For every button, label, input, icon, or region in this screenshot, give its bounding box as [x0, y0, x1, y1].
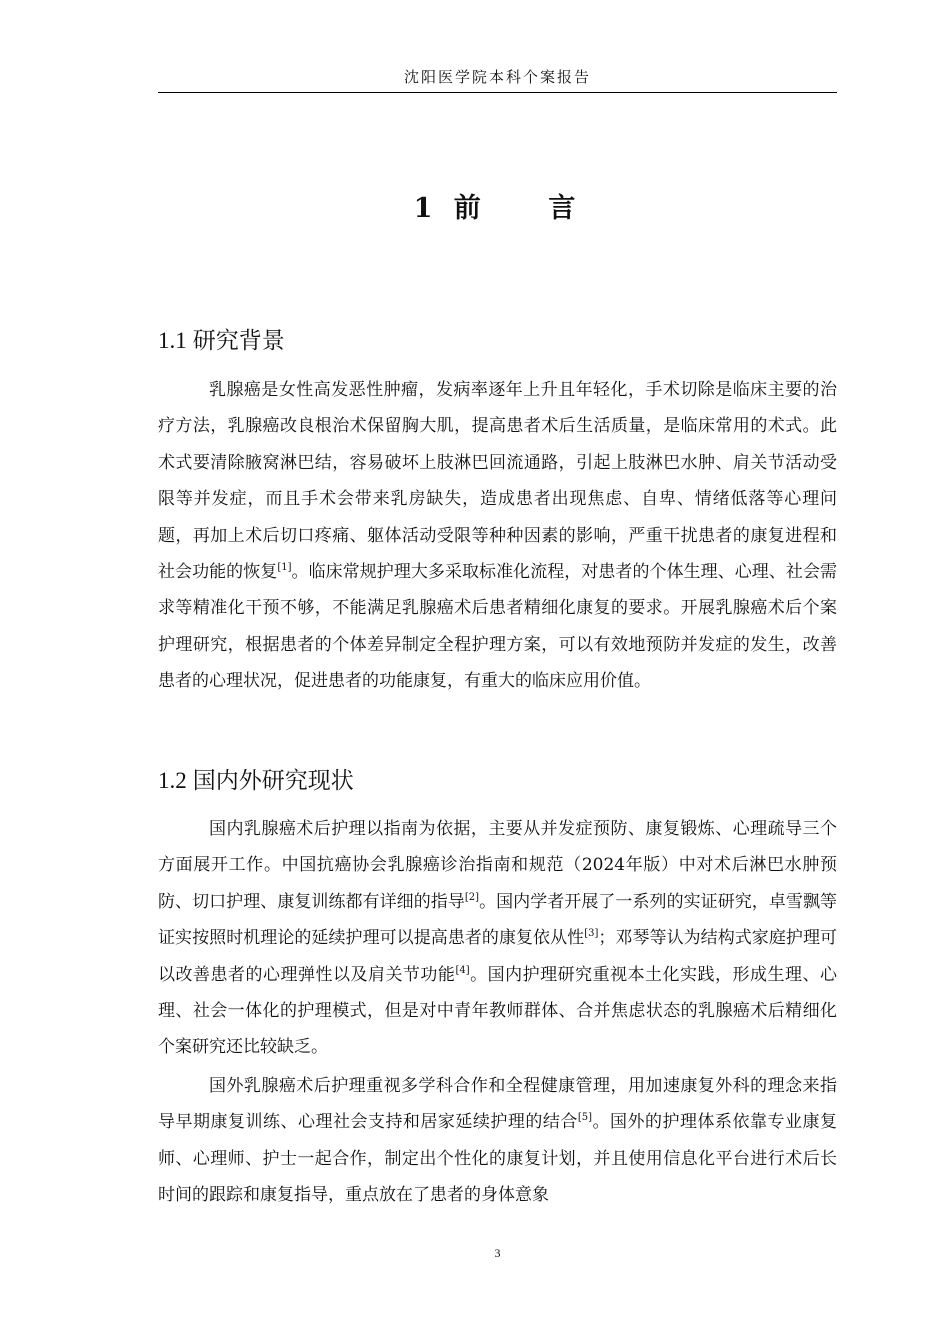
paragraph-foreign-research [158, 1068, 837, 1214]
paragraph-text: 。国外的护理体系依靠专业康复师、心理师、护士一起合作，制定出个性化的康复计划，并且使用信息化平台进行术后长时间的跟踪和康复指导，重点放在了患者的身体意象 [158, 1112, 837, 1206]
citation-ref: [4] [455, 964, 470, 976]
section-number: 1.2 [158, 768, 187, 793]
paragraph-domestic-research [158, 811, 837, 1066]
paragraph-text: 。临床常规护理大多采取标准化流程，对患者的个体生理、心理、社会需求等精准化干预不够，不能满足乳腺癌术后患者精细化康复的要求。开展乳腺癌术后个案护理研究，根据患者的个体差异制定全程护理方案，可以有效地预防并发症的发生，改善患者的心理状况，促进患者的功能康复，有重大的临床应用价值。 [158, 562, 837, 692]
paragraph-text: 国内乳腺癌术后护理以指南为依据，主要从并发症预防、康复锻炼、心理疏导三个方面展开工作。中国抗癌协会乳腺癌诊治指南和规范（2024年版）中对术后淋巴水肿预防、切口护理、康复训练都有详细的指导 [158, 819, 837, 912]
paragraph-text: 。国内护理研究重视本土化实践，形成生理、心理、社会一体化的护理模式，但是对中青年教师群体、合并焦虑状态的乳腺癌术后精细化个案研究还比较缺乏。 [158, 964, 838, 1058]
page-number: 3 [494, 1246, 501, 1260]
section-title: 国内外研究现状 [192, 768, 354, 794]
header-rule [158, 92, 837, 93]
section-number: 1.1 [158, 328, 187, 353]
citation-ref: [1] [277, 562, 292, 574]
paragraph-text: 乳腺癌是女性高发恶性肿瘤，发病率逐年上升且年轻化，手术切除是临床主要的治疗方法，乳腺癌改良根治术保留胸大肌，提高患者术后生活质量，是临床常用的术式。此术式要清除腋窝淋巴结，容易破坏上肢淋巴回流通路，引起上肢淋巴水肿、肩关节活动受限等并发症，而且手术会带来乳房缺失，造成患者出现焦虑、自卑、情绪低落等心理问题，再加上术后切口疼痛、躯体活动受限等种种因素的影响，严重干扰患者的康复进程和社会功能的恢复 [158, 380, 837, 583]
paragraph-text: ；邓琴等认为结构式家庭护理可以改善患者的心理弹性以及肩关节功能 [158, 928, 838, 985]
running-header: 沈阳医学院本科个案报告 [403, 68, 591, 86]
citation-ref: [3] [584, 928, 599, 940]
chapter-title: 1 前 言 [413, 193, 582, 224]
paragraph-text: 国外乳腺癌术后护理重视多学科合作和全程健康管理，用加速康复外科的理念来指导早期康复训练、心理社会支持和居家延续护理的结合 [158, 1076, 837, 1133]
citation-ref: [2] [464, 891, 480, 903]
paragraph-text: 。国内学者开展了一系列的实证研究，卓雪飘等证实按照时机理论的延续护理可以提高患者的康复依从性 [158, 891, 837, 949]
section-heading-1-2 [158, 762, 354, 795]
section-title: 研究背景 [192, 328, 285, 354]
section-heading-1-1 [158, 322, 285, 355]
paragraph-background [158, 372, 837, 700]
citation-ref: [5] [577, 1112, 593, 1124]
